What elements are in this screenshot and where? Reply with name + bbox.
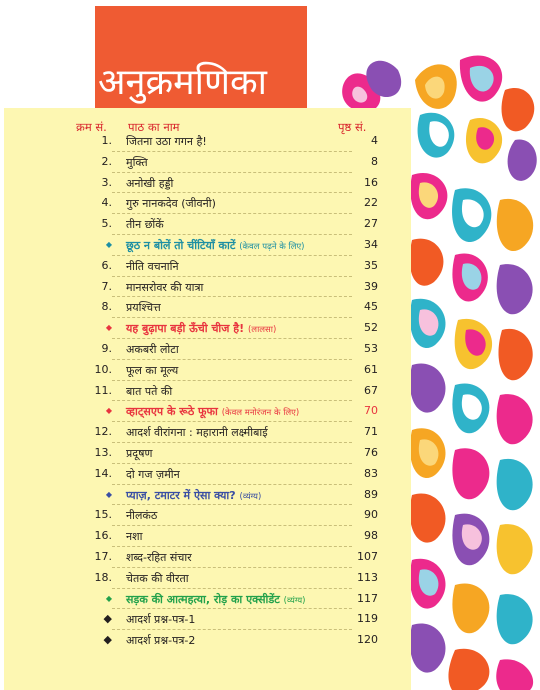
row-separator: [112, 463, 352, 464]
row-page-number: 98: [364, 529, 378, 543]
row-page-number: 45: [364, 300, 378, 314]
table-row: [4, 421, 411, 442]
bullet-diamond-icon: ◆: [103, 633, 112, 647]
row-page-number: 113: [357, 570, 378, 584]
row-serial: 6.: [101, 258, 112, 272]
bullet-diamond-icon: ◆: [103, 612, 112, 626]
bullet-diamond-icon: ◆: [105, 239, 112, 249]
lesson-title: दो गज ज़मीन: [126, 467, 180, 481]
table-row: [4, 442, 411, 463]
row-page-number: 34: [364, 237, 378, 251]
table-row: [4, 400, 411, 421]
table-row: [4, 276, 411, 297]
row-lesson-name: [126, 488, 261, 503]
row-lesson-name: [126, 612, 195, 627]
row-lesson-name: [126, 508, 157, 523]
row-lesson-name: [126, 384, 172, 399]
table-row: [4, 484, 411, 505]
row-page-number: 39: [364, 279, 378, 293]
row-page-number: 90: [364, 508, 378, 522]
row-separator: [112, 442, 352, 443]
row-serial: 14.: [94, 466, 112, 480]
row-page-number: 52: [364, 321, 378, 335]
row-separator: [112, 567, 352, 568]
lesson-title: फूल का मूल्य: [126, 363, 179, 377]
table-row: [4, 192, 411, 213]
row-serial: 9.: [101, 341, 112, 355]
page-title: अनुक्रमणिका: [98, 62, 267, 103]
lesson-title: अनोखी हड्डी: [126, 176, 174, 190]
row-lesson-name: [126, 592, 305, 607]
header-lesson-name: पाठ का नाम: [128, 120, 180, 134]
row-page-number: 16: [364, 175, 378, 189]
row-separator: [112, 608, 352, 609]
table-row: [4, 234, 411, 255]
row-lesson-name: [126, 321, 276, 336]
row-separator: [112, 213, 352, 214]
row-serial: 10.: [94, 362, 112, 376]
lesson-title: सड़क की आत्महत्या, रोड़ का एक्सीडेंट: [126, 592, 280, 606]
row-separator: [112, 317, 352, 318]
row-lesson-name: [126, 176, 173, 191]
lesson-title: नीति वचनानि: [126, 259, 179, 273]
row-separator: [112, 234, 352, 235]
row-page-number: 120: [357, 633, 378, 647]
row-lesson-name: [126, 238, 304, 253]
lesson-title: बात पते की: [126, 384, 173, 398]
row-separator: [112, 338, 352, 339]
table-row: [4, 504, 411, 525]
row-page-number: 35: [364, 258, 378, 272]
table-row: [4, 130, 411, 151]
lesson-note: (व्यंग्य): [283, 595, 306, 606]
header-page-number: पृष्ठ सं.: [338, 120, 367, 134]
table-row: [4, 151, 411, 172]
lesson-note: (केवल पढ़ने के लिए): [239, 241, 305, 252]
row-lesson-name: [126, 571, 189, 586]
lesson-title: आदर्श प्रश्न-पत्र-1: [126, 613, 196, 627]
lesson-title: आदर्श प्रश्न-पत्र-2: [126, 634, 196, 648]
row-lesson-name: [126, 467, 180, 482]
row-separator: [112, 484, 352, 485]
lesson-note: (केवल मनोरंजन के लिए): [221, 408, 300, 419]
lesson-title: प्रयश्चित्त: [126, 301, 161, 315]
contents-list: [4, 130, 411, 650]
bullet-diamond-icon: ◆: [105, 593, 112, 603]
row-page-number: 76: [364, 445, 378, 459]
row-lesson-name: [126, 633, 195, 648]
lesson-title: शब्द-रहित संचार: [126, 550, 192, 564]
lesson-title: नीलकंठ: [126, 509, 158, 523]
row-lesson-name: [126, 217, 164, 232]
row-lesson-name: [126, 300, 161, 315]
row-page-number: 107: [357, 549, 378, 563]
row-serial: 18.: [94, 570, 112, 584]
row-page-number: 83: [364, 466, 378, 480]
row-serial: 15.: [94, 508, 112, 522]
lesson-title: नशा: [126, 530, 143, 544]
row-serial: 13.: [94, 445, 112, 459]
row-serial: 4.: [101, 196, 112, 210]
row-separator: [112, 588, 352, 589]
row-separator: [112, 400, 352, 401]
lesson-note: (व्यंग्य): [239, 491, 262, 502]
table-row: [4, 296, 411, 317]
row-page-number: 61: [364, 362, 378, 376]
row-serial: 1.: [101, 134, 112, 147]
row-serial: 7.: [101, 279, 112, 293]
lesson-title: यह बुढ़ापा बड़ी ऊँची चीज है!: [126, 322, 245, 336]
lesson-title: जितना उठा गगन है!: [126, 135, 207, 148]
row-lesson-name: [126, 259, 179, 274]
row-separator: [112, 192, 352, 193]
lesson-title: मानसरोवर की यात्रा: [126, 280, 204, 294]
bullet-diamond-icon: ◆: [105, 323, 112, 333]
table-row: [4, 338, 411, 359]
row-lesson-name: [126, 155, 148, 170]
table-row: [4, 255, 411, 276]
row-serial: 3.: [101, 175, 112, 189]
row-separator: [112, 296, 352, 297]
row-page-number: 27: [364, 217, 378, 231]
row-page-number: 22: [364, 196, 378, 210]
row-lesson-name: [126, 404, 299, 419]
row-lesson-name: [126, 446, 152, 461]
row-separator: [112, 359, 352, 360]
row-separator: [112, 276, 352, 277]
row-page-number: 70: [364, 404, 378, 418]
row-separator: [112, 629, 352, 630]
table-row: [4, 629, 411, 650]
lesson-title: मुक्ति: [126, 155, 148, 169]
lesson-title: व्हाट्सएप के रूठे फूफा: [126, 405, 218, 419]
row-lesson-name: [126, 196, 216, 211]
lesson-title: चेतक की वीरता: [126, 571, 189, 585]
row-lesson-name: [126, 363, 178, 378]
table-row: [4, 588, 411, 609]
row-page-number: 53: [364, 341, 378, 355]
row-lesson-name: [126, 280, 203, 295]
bullet-diamond-icon: ◆: [105, 406, 112, 416]
table-row: [4, 608, 411, 629]
lesson-title: गुरु नानकदेव (जीवनी): [126, 197, 216, 211]
header-serial: क्रम सं.: [76, 120, 107, 134]
row-lesson-name: [126, 342, 179, 357]
table-row: [4, 380, 411, 401]
row-page-number: 117: [357, 591, 378, 605]
row-separator: [112, 525, 352, 526]
table-row: [4, 317, 411, 338]
row-separator: [112, 151, 352, 152]
row-serial: 8.: [101, 300, 112, 314]
bullet-diamond-icon: ◆: [105, 489, 112, 499]
row-separator: [112, 546, 352, 547]
table-row: [4, 546, 411, 567]
contents-panel: [4, 108, 411, 690]
row-page-number: 8: [371, 154, 378, 168]
row-page-number: 67: [364, 383, 378, 397]
lesson-title: आदर्श वीरांगना : महारानी लक्ष्मीबाई: [126, 426, 268, 440]
row-serial: 12.: [94, 425, 112, 439]
row-lesson-name: [126, 425, 268, 440]
lesson-title: प्रदूषण: [126, 446, 153, 460]
row-separator: [112, 172, 352, 173]
table-row: [4, 525, 411, 546]
lesson-title: तीन छोंकें: [126, 218, 164, 232]
row-page-number: 71: [364, 425, 378, 439]
row-separator: [112, 421, 352, 422]
row-separator: [112, 380, 352, 381]
row-serial: 11.: [94, 383, 112, 397]
table-row: [4, 359, 411, 380]
lesson-title: अकबरी लोटा: [126, 342, 179, 356]
row-serial: 16.: [94, 529, 112, 543]
row-page-number: 119: [357, 612, 378, 626]
row-lesson-name: [126, 134, 207, 149]
table-row: [4, 463, 411, 484]
row-page-number: 4: [371, 134, 378, 147]
lesson-title: छूठ न बोलें तो चींटियाँ काटें: [126, 238, 236, 252]
row-serial: 17.: [94, 549, 112, 563]
row-lesson-name: [126, 550, 192, 565]
row-separator: [112, 255, 352, 256]
table-row: [4, 172, 411, 193]
table-row: [4, 213, 411, 234]
row-serial: 2.: [101, 154, 112, 168]
row-lesson-name: [126, 529, 142, 544]
table-row: [4, 567, 411, 588]
row-separator: [112, 504, 352, 505]
row-page-number: 89: [364, 487, 378, 501]
lesson-title: प्याज़, टमाटर में ऐसा क्या?: [126, 488, 236, 502]
row-serial: 5.: [101, 217, 112, 231]
lesson-note: (लालसा): [247, 325, 277, 336]
